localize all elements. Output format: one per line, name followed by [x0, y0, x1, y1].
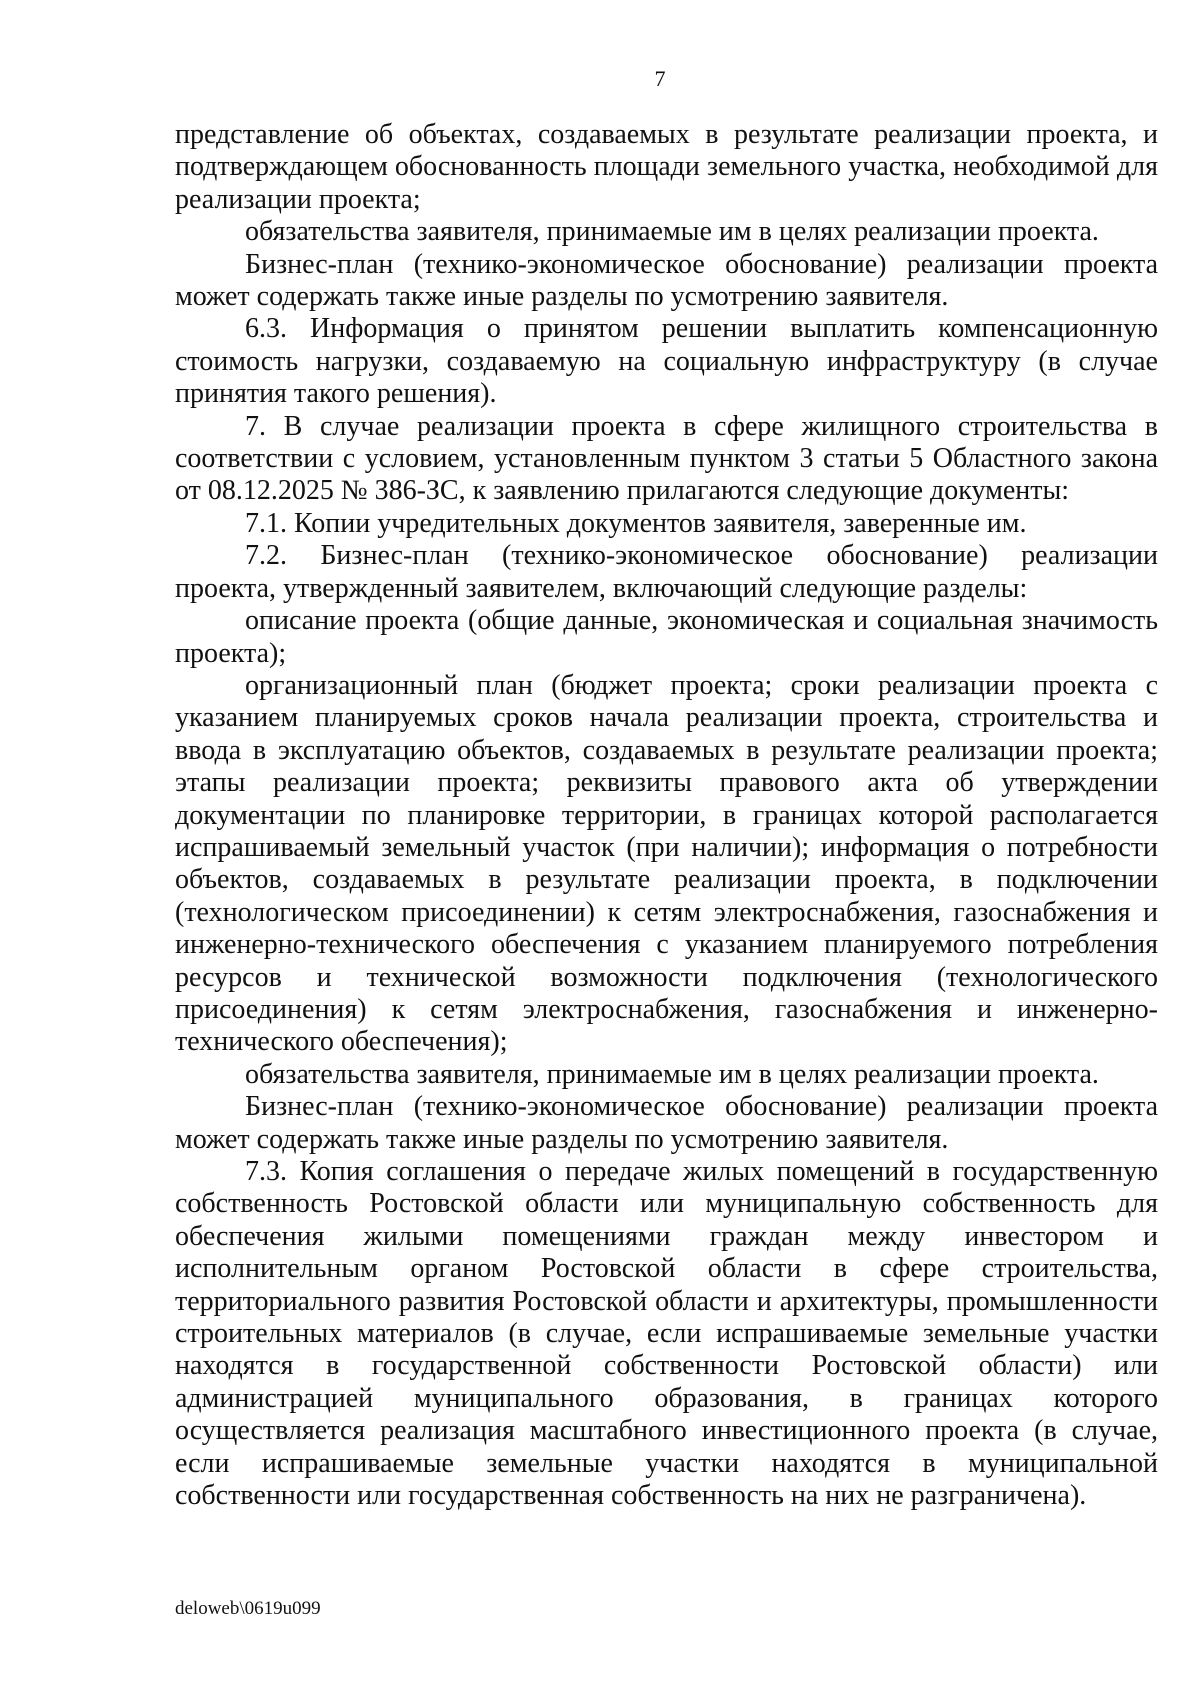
page-number: 7 [654, 66, 666, 91]
paragraph-1: представление об объектах, создаваемых в результате реализации проекта, и подтверждающем обоснованность площади земельного участка, необходимой для реализации проекта; [175, 119, 1158, 215]
paragraph-8: описание проекта (общие данные, экономическая и социальная значимость проекта); [175, 605, 1158, 669]
paragraph-7: 7.2. Бизнес-план (технико-экономическое обоснование) реализации проекта, утвержденный заявителем, включающий следующие разделы: [175, 540, 1158, 604]
paragraph-2: обязательства заявителя, принимаемые им в целях реализации проекта. [245, 216, 1099, 248]
paragraph-12: 7.3. Копия соглашения о передаче жилых помещений в государственную собственность Ростовской области или муниципальную собственность для обеспечения жилыми помещениями граждан между инвестором и исполнительным органом Ростовской области в сфере строительства, территориального развития Ростовской области и архитектуры, промышленности строительных материалов (в случае, если испрашиваемые земельные участки находятся в государственной собственности Ростовской области) или администрацией муниципального образования, в границах которого осуществляется реализация масштабного инвестиционного проекта (в случае, если испрашиваемые земельные участки находятся в муниципальной собственности или государственная собственность на них не разграничена). [175, 1156, 1158, 1512]
paragraph-9: организационный план (бюджет проекта; сроки реализации проекта с указанием планируемых сроков начала реализации проекта, строительства и ввода в эксплуатацию объектов, создаваемых в результате реализации проекта; этапы реализации проекта; реквизиты правового акта об утверждении документации по планировке территории, в границах которой располагается испрашиваемый земельный участок (при наличии); информация о потребности объектов, создаваемых в результате реализации проекта, в подключении (технологическом присоединении) к сетям электроснабжения, газоснабжения и инженерно-технического обеспечения с указанием планируемого потребления ресурсов и технической возможности подключения (технологического присоединения) к сетям электроснабжения, газоснабжения и инженерно-технического обеспечения); [175, 669, 1158, 1058]
paragraph-11: Бизнес-план (технико-экономическое обоснование) реализации проекта может содержать также иные разделы по усмотрению заявителя. [175, 1091, 1158, 1155]
paragraph-3: Бизнес-план (технико-экономическое обоснование) реализации проекта может содержать также иные разделы по усмотрению заявителя. [175, 248, 1158, 313]
footer-document-code: deloweb\0619u099 [175, 1598, 321, 1619]
document-body [175, 119, 1158, 1512]
paragraph-5: 7. В случае реализации проекта в сфере жилищного строительства в соответствии с условием, установленным пунктом 3 статьи 5 Областного закона от 08.12.2025 № 386-ЗС, к заявлению прилагаются следующие документы: [175, 410, 1158, 507]
paragraph-4: 6.3. Информация о принятом решении выплатить компенсационную стоимость нагрузки, создаваемую на социальную инфраструктуру (в случае принятия такого решения). [175, 313, 1158, 410]
paragraph-6: 7.1. Копии учредительных документов заявителя, заверенные им. [245, 507, 1027, 539]
paragraph-10: обязательства заявителя, принимаемые им в целях реализации проекта. [245, 1058, 1099, 1090]
